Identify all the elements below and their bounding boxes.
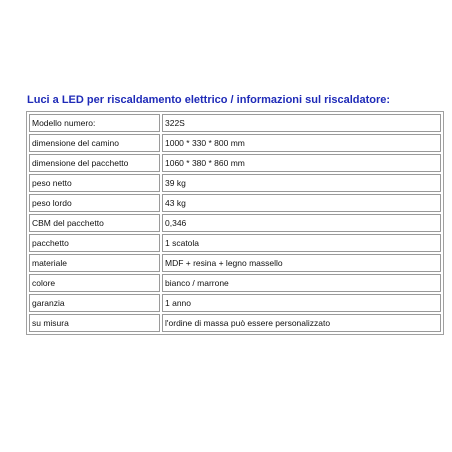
- row-value: 1 scatola: [162, 234, 441, 252]
- row-value: l'ordine di massa può essere personalizzato: [162, 314, 441, 332]
- table-row: [29, 114, 441, 132]
- spec-table: [26, 111, 444, 335]
- row-label: pacchetto: [29, 234, 160, 252]
- table-row: [29, 194, 441, 212]
- row-value: 1060 * 380 * 860 mm: [162, 154, 441, 172]
- row-label: CBM del pacchetto: [29, 214, 160, 232]
- row-value: 43 kg: [162, 194, 441, 212]
- table-row: [29, 274, 441, 292]
- table-row: [29, 254, 441, 272]
- row-value: 39 kg: [162, 174, 441, 192]
- row-value: 1 anno: [162, 294, 441, 312]
- row-value: 1000 * 330 * 800 mm: [162, 134, 441, 152]
- table-row: [29, 234, 441, 252]
- row-label: garanzia: [29, 294, 160, 312]
- table-row: [29, 214, 441, 232]
- row-label: dimensione del camino: [29, 134, 160, 152]
- row-value: MDF + resina + legno massello: [162, 254, 441, 272]
- row-value: 0,346: [162, 214, 441, 232]
- row-label: colore: [29, 274, 160, 292]
- row-label: su misura: [29, 314, 160, 332]
- row-label: dimensione del pacchetto: [29, 154, 160, 172]
- table-row: [29, 134, 441, 152]
- row-value: 322S: [162, 114, 441, 132]
- row-label: peso lordo: [29, 194, 160, 212]
- table-row: [29, 174, 441, 192]
- table-row: [29, 294, 441, 312]
- table-row: [29, 314, 441, 332]
- row-label: Modello numero:: [29, 114, 160, 132]
- spec-heading: Luci a LED per riscaldamento elettrico / informazioni sul riscaldatore:: [27, 94, 391, 106]
- row-label: peso netto: [29, 174, 160, 192]
- row-label: materiale: [29, 254, 160, 272]
- row-value: bianco / marrone: [162, 274, 441, 292]
- table-row: [29, 154, 441, 172]
